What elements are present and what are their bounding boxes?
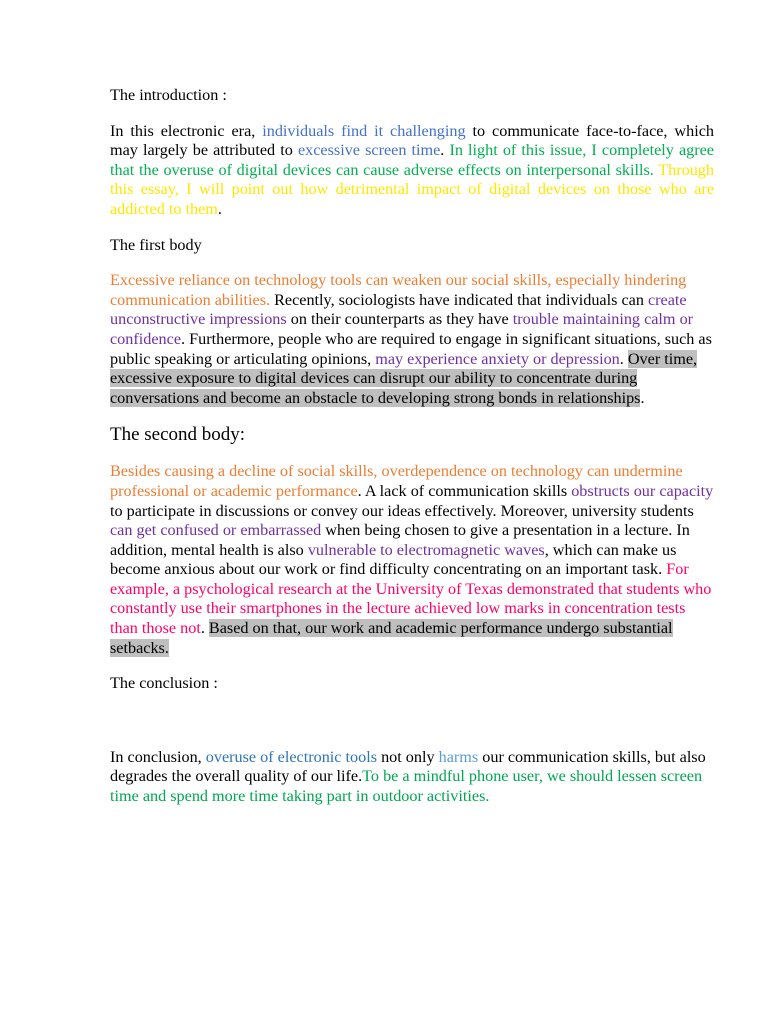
body1-highlight-purple: create unconstructive impressions [110,290,687,329]
body1-paragraph [110,271,714,408]
body1-text: on their counterparts as they have [286,310,513,329]
conclusion-text: our communication skills, but also degrades the overall quality of our life. [110,747,706,786]
body2-example: For example, a psychological research at the University of Texas demonstrated that students who constantly use their smartphones in the lecture achieved low marks in concentration tests than those not [110,560,712,638]
intro-text: In this electronic era, [110,121,263,140]
body2-text: , which can make us become anxious about our work or find difficulty concentrating on an important task. [110,540,677,579]
body2-text: . A lack of communication skills [357,481,572,500]
body2-text: when being chosen to give a presentation in a lecture. In addition, mental health is also [110,521,690,559]
blank-space [110,710,714,748]
body1-heading: The first body [110,235,202,254]
body1-text: . Furthermore, people who are required to engage in significant situations, such as public speaking or articulating opinions, [110,329,712,368]
body1-text: . [640,388,645,407]
intro-outline: Through this essay, I will point out how detrimental impact of digital devices on those who are addicted to them [110,160,714,218]
document-page [110,86,714,823]
conclusion-text: not only [377,747,439,766]
intro-highlight-blue: excessive screen time [297,141,441,160]
body2-highlight-purple: obstructs our capacity [571,481,714,500]
intro-text: to communicate face-to-face, which may largely be attributed to [110,121,714,160]
body2-text: . [200,619,209,638]
intro-heading: The introduction : [110,86,227,104]
body2-highlight-purple: can get confused or embarrassed [110,521,322,540]
body2-paragraph [110,462,714,658]
body2-topic-sentence: Besides causing a decline of social skills, overdependence on technology can undermine professional or academic performance [110,462,683,500]
body1-text: Recently, sociologists have indicated that individuals can [270,290,648,309]
body1-text: . [619,349,628,368]
intro-text: . [440,141,450,160]
intro-text: . [217,199,222,218]
conclusion-recommendation: To be a mindful phone user, we should lessen screen time and spend more time taking part in outdoor activities. [110,767,703,806]
body1-concluding-sentence: Over time, excessive exposure to digital devices can disrupt our ability to concentrate during conversations and become an obstacle to developing strong bonds in relationships [110,349,698,407]
body1-highlight-purple: may experience anxiety or depression [375,349,620,368]
body1-topic-sentence: Excessive reliance on technology tools can weaken our social skills, especially hindering communication abilities. [110,271,687,309]
intro-highlight-blue: individuals find it challenging [262,121,466,140]
body2-highlight-purple: vulnerable to electromagnetic waves [307,540,545,559]
conclusion-highlight-blue: overuse of electronic tools [205,747,378,766]
conclusion-paragraph [110,748,714,807]
conclusion-text: In conclusion, [110,747,206,766]
intro-thesis: In light of this issue, I completely agree that the overuse of digital devices can cause adverse effects on interpersonal skills. [110,141,714,179]
body2-concluding-sentence: Based on that, our work and academic performance undergo substantial setbacks. [110,619,673,657]
body2-heading: The second body: [110,424,246,446]
conclusion-heading: The conclusion : [110,674,218,693]
intro-paragraph [110,122,714,220]
body1-highlight-purple: trouble maintaining calm or confidence [110,310,694,348]
conclusion-highlight-lightblue: harms [438,747,479,766]
body2-text: to participate in discussions or convey our ideas effectively. Moreover, university students [110,501,694,520]
